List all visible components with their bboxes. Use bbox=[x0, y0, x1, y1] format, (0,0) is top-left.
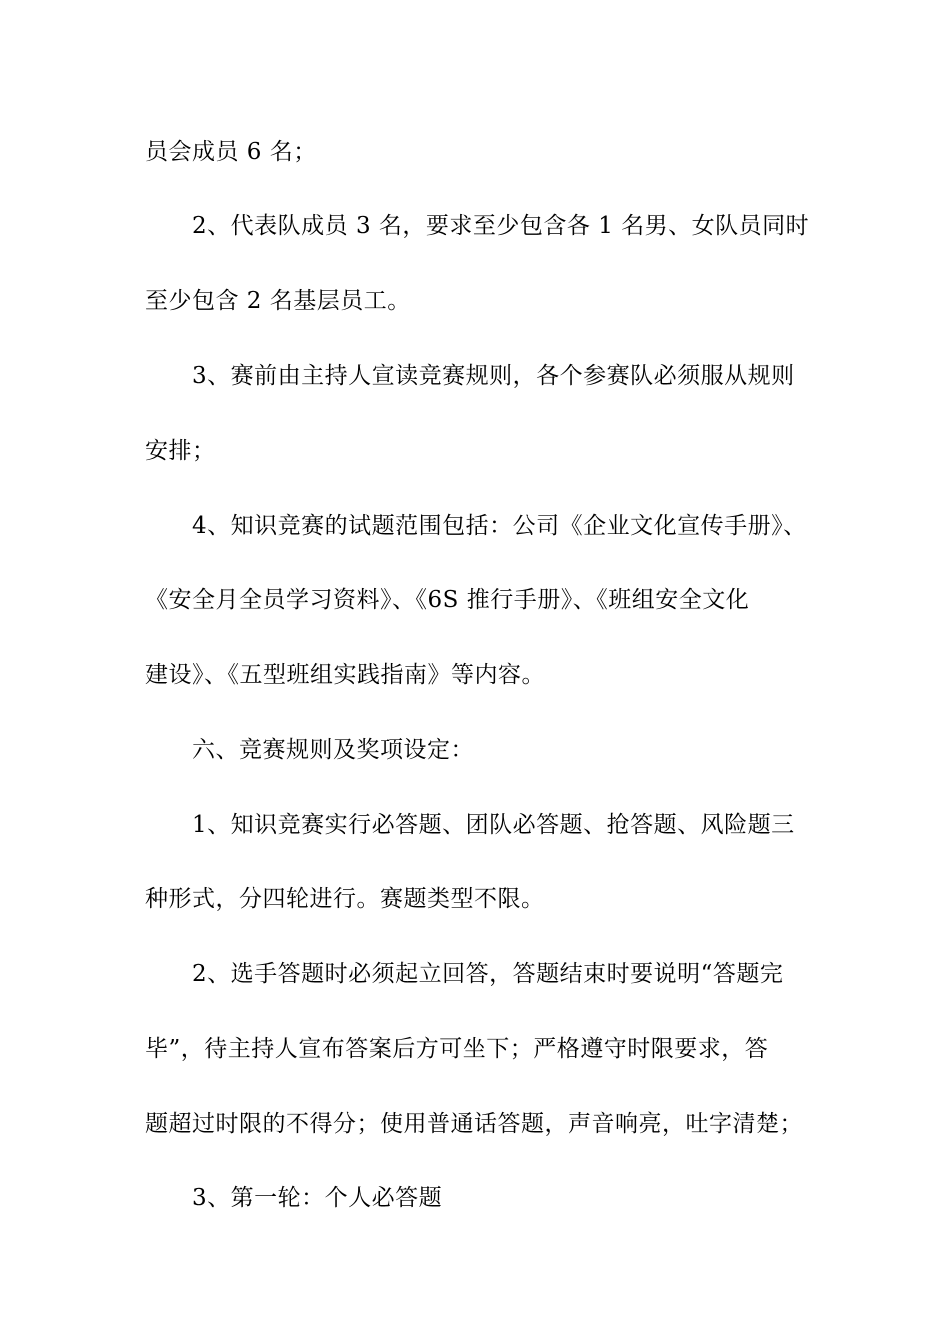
text-line: 《安全月全员学习资料》、《6S 推行手册》、《班组安全文化 bbox=[145, 587, 750, 613]
text-line: 员会成员 6 名； bbox=[145, 139, 317, 165]
text-line: 4、知识竞赛的试题范围包括：公司《企业文化宣传手册》、 bbox=[192, 513, 807, 539]
text-line: 3、赛前由主持人宣读竞赛规则，各个参赛队必须服从规则 bbox=[192, 363, 795, 389]
text-line: 2、选手答题时必须起立回答，答题结束时要说明“答题完 bbox=[192, 961, 784, 987]
text-line: 3、第一轮：个人必答题 bbox=[192, 1185, 443, 1211]
text-line: 2、代表队成员 3 名，要求至少包含各 1 名男、女队员同时 bbox=[192, 213, 810, 239]
text-line: 建设》、《五型班组实践指南》等内容。 bbox=[145, 662, 545, 688]
text-line: 1、知识竞赛实行必答题、团队必答题、抢答题、风险题三 bbox=[192, 812, 795, 838]
text-line: 安排； bbox=[145, 438, 216, 464]
text-line: 题超过时限的不得分；使用普通话答题，声音响亮，吐字清楚； bbox=[145, 1111, 803, 1137]
text-line: 毕”，待主持人宣布答案后方可坐下；严格遵守时限要求，答 bbox=[145, 1036, 769, 1062]
text-line: 种形式，分四轮进行。赛题类型不限。 bbox=[145, 886, 545, 912]
section-heading: 六、竞赛规则及奖项设定： bbox=[192, 737, 474, 763]
text-line: 至少包含 2 名基层员工。 bbox=[145, 288, 411, 314]
